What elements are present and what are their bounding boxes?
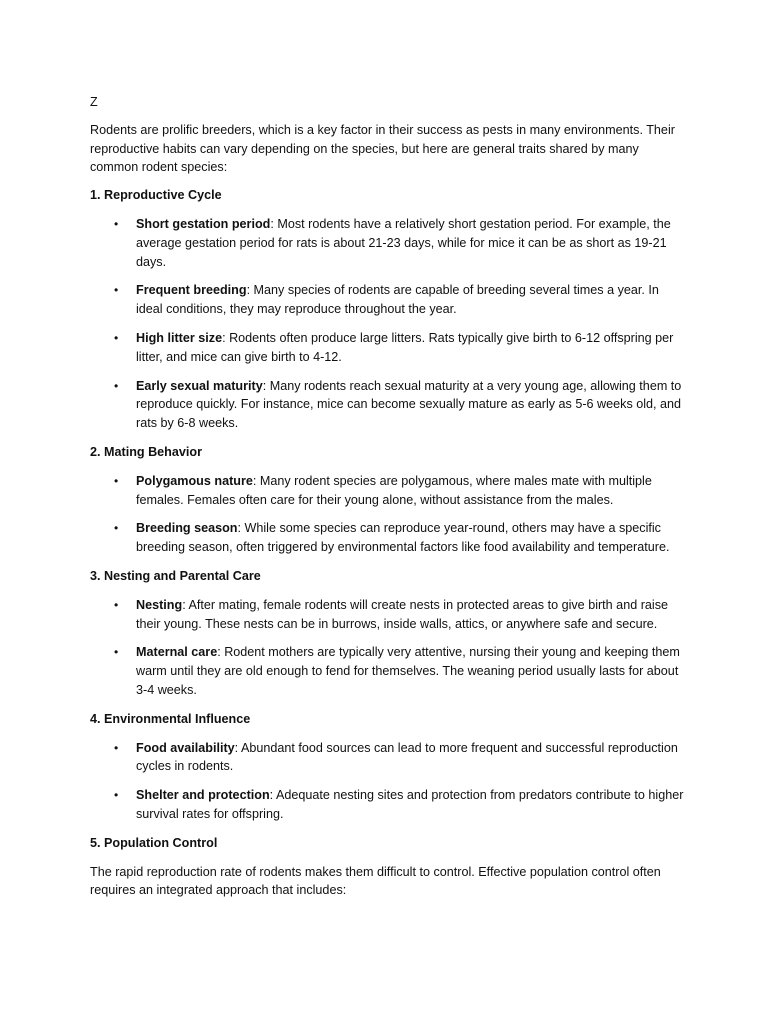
item-term: Frequent breeding xyxy=(136,283,247,298)
list-item xyxy=(90,215,685,271)
bullet-icon: • xyxy=(114,378,119,393)
bullet-list-reproductive-cycle xyxy=(90,215,685,433)
bullet-icon: • xyxy=(114,283,119,298)
bullet-icon: • xyxy=(114,521,119,536)
item-text: : Many rodents reach sexual maturity at a very young age, allowing them to reproduce quickly. For instance, mice can become sexually mature as early as 5-6 weeks old, and rats by 6-8 weeks. xyxy=(136,378,682,431)
section-heading-environmental-influence: 4. Environmental Influence xyxy=(90,711,251,726)
item-text: : Many species of rodents are capable of breeding several times a year. In ideal conditions, they may reproduce throughout the year. xyxy=(136,283,659,317)
section-heading-population-control: 5. Population Control xyxy=(90,835,218,850)
list-item xyxy=(90,472,685,510)
list-item xyxy=(90,377,685,433)
item-text: : Most rodents have a relatively short gestation period. For example, the average gestation period for rats is about 21-23 days, while for mice it can be as short as 19-21 days. xyxy=(136,216,671,269)
bullet-icon: • xyxy=(114,597,119,612)
bullet-list-mating-behavior xyxy=(90,472,685,557)
list-item xyxy=(90,519,685,557)
item-text: : After mating, female rodents will create nests in protected areas to give birth and raise their young. These nests can be in burrows, inside walls, attics, or anywhere safe and secure. xyxy=(136,597,668,631)
list-item xyxy=(90,786,685,824)
section-heading-mating-behavior: 2. Mating Behavior xyxy=(90,444,202,459)
item-term: Short gestation period xyxy=(136,216,271,231)
bullet-icon: • xyxy=(114,645,119,660)
item-term: Shelter and protection xyxy=(136,788,270,803)
list-item xyxy=(90,329,685,367)
bullet-icon: • xyxy=(114,788,119,803)
top-letter: Z xyxy=(90,95,98,109)
list-item xyxy=(90,643,685,699)
item-term: Polygamous nature xyxy=(136,473,253,488)
bullet-list-nesting-parental-care xyxy=(90,596,685,700)
item-term: Maternal care xyxy=(136,645,218,660)
item-term: Breeding season xyxy=(136,521,238,536)
section-heading-nesting-parental-care: 3. Nesting and Parental Care xyxy=(90,568,261,583)
bullet-icon: • xyxy=(114,330,119,345)
bullet-list-environmental-influence xyxy=(90,739,685,824)
item-text: : Rodents often produce large litters. Rats typically give birth to 6-12 offspring per litter, and mice can give birth to 4-12. xyxy=(136,330,674,364)
item-text: : Adequate nesting sites and protection from predators contribute to higher survival rates for offspring. xyxy=(136,788,684,821)
list-item xyxy=(90,281,685,319)
intro-paragraph: Rodents are prolific breeders, which is a key factor in their success as pests in many environments. Their reproductive habits can vary depending on the species, but here are general traits shared by many common rodent species: xyxy=(90,122,675,175)
bullet-icon: • xyxy=(114,216,119,231)
item-text: : Rodent mothers are typically very attentive, nursing their young and keeping them warm until they are old enough to fend for themselves. The weaning period usually lasts for about 3-4 weeks. xyxy=(136,645,680,697)
item-term: High litter size xyxy=(136,330,223,345)
item-term: Nesting xyxy=(136,597,183,612)
item-text: : While some species can reproduce year-round, others may have a specific breeding season, often triggered by environmental factors like food availability and temperature. xyxy=(136,521,670,555)
item-term: Food availability xyxy=(136,740,235,755)
closing-paragraph: The rapid reproduction rate of rodents makes them difficult to control. Effective population control often requires an integrated approach that includes: xyxy=(90,864,661,898)
list-item xyxy=(90,739,685,777)
list-item xyxy=(90,596,685,634)
bullet-icon: • xyxy=(114,740,119,755)
section-heading-reproductive-cycle: 1. Reproductive Cycle xyxy=(90,188,222,203)
item-text: : Abundant food sources can lead to more frequent and successful reproduction cycles in rodents. xyxy=(136,740,678,774)
document-body xyxy=(90,93,685,909)
bullet-icon: • xyxy=(114,473,119,488)
item-term: Early sexual maturity xyxy=(136,378,263,393)
item-text: : Many rodent species are polygamous, where males mate with multiple females. Females often care for their young alone, without assistance from the males. xyxy=(136,473,652,507)
